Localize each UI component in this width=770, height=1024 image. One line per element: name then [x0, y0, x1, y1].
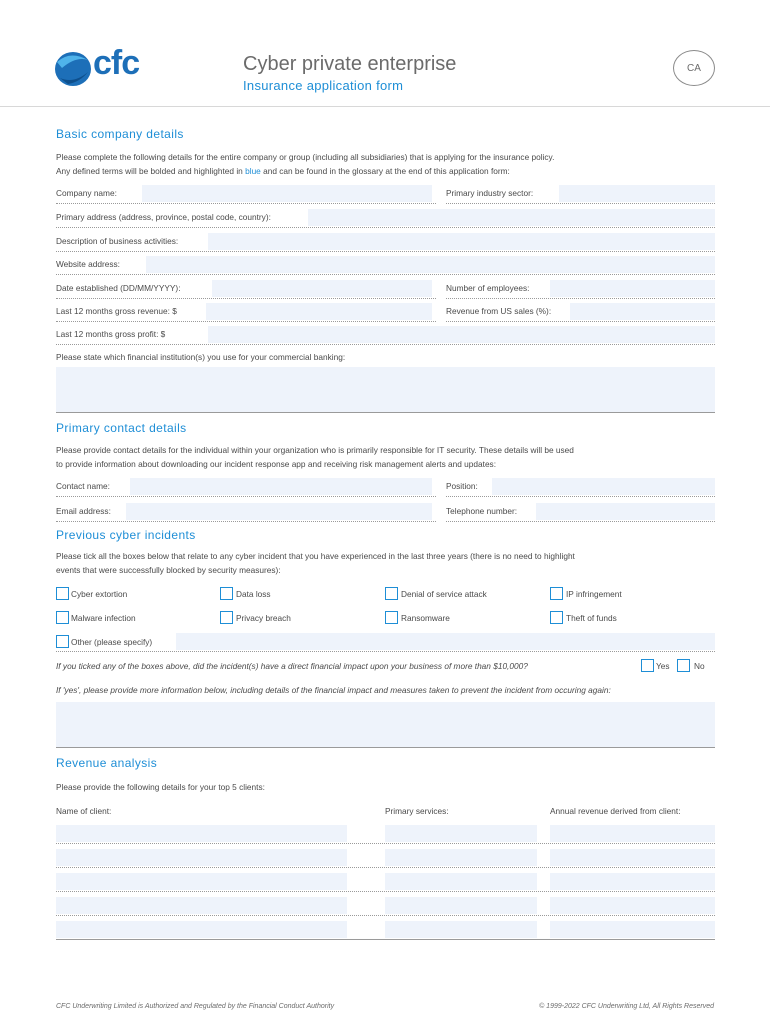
label-malware-infection: Malware infection	[71, 613, 136, 623]
profit-label: Last 12 months gross profit: $	[56, 329, 166, 339]
client-name-input[interactable]	[56, 921, 347, 938]
section-title-incidents: Previous cyber incidents	[56, 528, 196, 542]
phone-label: Telephone number:	[446, 506, 518, 516]
revenue-intro: Please provide the following details for your top 5 clients:	[56, 782, 265, 792]
section-title-contact: Primary contact details	[56, 421, 187, 435]
profit-row	[56, 325, 715, 345]
table-row-divider	[56, 939, 715, 940]
employees-label: Number of employees:	[446, 283, 530, 293]
revenue-label: Last 12 months gross revenue: $	[56, 306, 177, 316]
email-row	[56, 502, 436, 522]
other-specify-input[interactable]	[176, 633, 715, 650]
client-name-input[interactable]	[56, 825, 347, 842]
industry-input[interactable]	[559, 185, 715, 202]
footer-copyright: © 1999-2022 CFC Underwriting Ltd, All Rights Reserved	[539, 1003, 714, 1010]
region-badge: CA	[673, 50, 715, 86]
date-est-row	[56, 279, 436, 299]
basic-intro	[56, 150, 716, 178]
logo-text: cfc	[93, 44, 140, 82]
profit-input[interactable]	[208, 326, 715, 343]
label-denial-of-service: Denial of service attack	[401, 589, 487, 599]
section-title-basic: Basic company details	[56, 127, 184, 141]
page-subtitle: Insurance application form	[243, 78, 404, 93]
address-label: Primary address (address, province, postal code, country):	[56, 212, 271, 222]
website-row	[56, 255, 715, 275]
checkbox-cyber-extortion[interactable]	[56, 587, 69, 600]
revenue-input[interactable]	[206, 303, 432, 320]
date-est-label: Date established (DD/MM/YYYY):	[56, 283, 181, 293]
client-name-input[interactable]	[56, 849, 347, 866]
contact-intro-line2: to provide information about downloading our incident response app and receiving risk management alerts and updates:	[56, 459, 497, 469]
table-row-divider	[56, 843, 715, 844]
client-revenue-input[interactable]	[550, 897, 715, 914]
impact-question: If you ticked any of the boxes above, did the incident(s) have a direct financial impact upon your business of more than $10,000?	[56, 661, 528, 671]
client-name-input[interactable]	[56, 897, 347, 914]
label-ransomware: Ransomware	[401, 613, 450, 623]
label-theft-of-funds: Theft of funds	[566, 613, 617, 623]
label-impact-no: No	[694, 661, 705, 671]
industry-row	[446, 184, 715, 204]
client-name-input[interactable]	[56, 873, 347, 890]
description-row	[56, 232, 715, 252]
us-sales-input[interactable]	[570, 303, 715, 320]
col-header-services: Primary services:	[385, 806, 449, 816]
us-sales-label: Revenue from US sales (%):	[446, 306, 552, 316]
checkbox-ransomware[interactable]	[385, 611, 398, 624]
checkbox-theft-of-funds[interactable]	[550, 611, 563, 624]
address-row	[56, 208, 715, 228]
description-input[interactable]	[208, 233, 715, 250]
page-title: Cyber private enterprise	[243, 53, 457, 75]
employees-input[interactable]	[550, 280, 715, 297]
position-input[interactable]	[492, 478, 715, 495]
client-services-input[interactable]	[385, 849, 537, 866]
checkbox-malware-infection[interactable]	[56, 611, 69, 624]
page-header	[0, 0, 770, 107]
section-title-revenue: Revenue analysis	[56, 756, 158, 770]
website-input[interactable]	[146, 256, 715, 273]
client-revenue-input[interactable]	[550, 873, 715, 890]
revenue-row	[56, 302, 436, 322]
phone-row	[446, 502, 715, 522]
company-name-input[interactable]	[142, 185, 432, 202]
label-ip-infringement: IP infringement	[566, 589, 622, 599]
label-data-loss: Data loss	[236, 589, 271, 599]
table-row-divider	[56, 915, 715, 916]
checkbox-ip-infringement[interactable]	[550, 587, 563, 600]
position-row	[446, 477, 715, 497]
col-header-annual-revenue: Annual revenue derived from client:	[550, 806, 681, 816]
basic-intro-line1: Please complete the following details for the entire company or group (including all subsidiaries) that is applying for the insurance policy.	[56, 152, 555, 162]
table-row-divider	[56, 867, 715, 868]
website-label: Website address:	[56, 259, 120, 269]
employees-row	[446, 279, 715, 299]
contact-name-row	[56, 477, 436, 497]
other-row	[56, 632, 715, 652]
contact-name-input[interactable]	[130, 478, 432, 495]
banking-textarea[interactable]	[56, 367, 715, 413]
banking-label: Please state which financial institution(s) you use for your commercial banking:	[56, 352, 346, 362]
incidents-intro-line1: Please tick all the boxes below that relate to any cyber incident that you have experienced in the last three years (there is no need to highlight	[56, 551, 575, 561]
position-label: Position:	[446, 481, 478, 491]
label-impact-yes: Yes	[656, 661, 670, 671]
glossary-highlight: blue	[245, 166, 261, 176]
description-label: Description of business activities:	[56, 236, 179, 246]
intro-text-a: Any defined terms will be bolded and highlighted in	[56, 166, 246, 176]
incidents-intro	[56, 549, 716, 577]
col-header-client: Name of client:	[56, 806, 112, 816]
client-revenue-input[interactable]	[550, 849, 715, 866]
checkbox-other[interactable]	[56, 635, 69, 648]
checkbox-denial-of-service[interactable]	[385, 587, 398, 600]
us-sales-row	[446, 302, 715, 322]
contact-name-label: Contact name:	[56, 481, 110, 491]
client-services-input[interactable]	[385, 897, 537, 914]
date-est-input[interactable]	[212, 280, 432, 297]
company-name-label: Company name:	[56, 188, 117, 198]
company-name-row	[56, 184, 436, 204]
client-services-input[interactable]	[385, 873, 537, 890]
footer-regulatory: CFC Underwriting Limited is Authorized and Regulated by the Financial Conduct Authority	[56, 1003, 335, 1010]
table-row-divider	[56, 891, 715, 892]
checkbox-privacy-breach[interactable]	[220, 611, 233, 624]
client-services-input[interactable]	[385, 825, 537, 842]
checkbox-data-loss[interactable]	[220, 587, 233, 600]
label-cyber-extortion: Cyber extortion	[71, 589, 128, 599]
email-label: Email address:	[56, 506, 111, 516]
client-services-input[interactable]	[385, 921, 537, 938]
impact-details-prompt: If 'yes', please provide more information below, including details of the financial impact and measures taken to prevent the incident from occuring again:	[56, 685, 611, 695]
phone-input[interactable]	[536, 503, 715, 520]
contact-intro-line1: Please provide contact details for the individual within your organization who is primarily responsible for IT security. These details will be used	[56, 445, 574, 455]
address-input[interactable]	[308, 209, 715, 226]
basic-intro-line2	[56, 164, 716, 178]
industry-label: Primary industry sector:	[446, 188, 534, 198]
email-input[interactable]	[126, 503, 432, 520]
label-other: Other (please specify)	[71, 637, 153, 647]
intro-text-b: and can be found in the glossary at the end of this application form:	[260, 166, 510, 176]
incidents-intro-line2: events that were successfully blocked by security measures):	[56, 565, 281, 575]
checkbox-impact-yes[interactable]	[641, 659, 654, 672]
client-revenue-input[interactable]	[550, 921, 715, 938]
checkbox-impact-no[interactable]	[677, 659, 690, 672]
label-privacy-breach: Privacy breach	[236, 613, 291, 623]
client-revenue-input[interactable]	[550, 825, 715, 842]
contact-intro	[56, 443, 716, 471]
impact-details-textarea[interactable]	[56, 702, 715, 748]
